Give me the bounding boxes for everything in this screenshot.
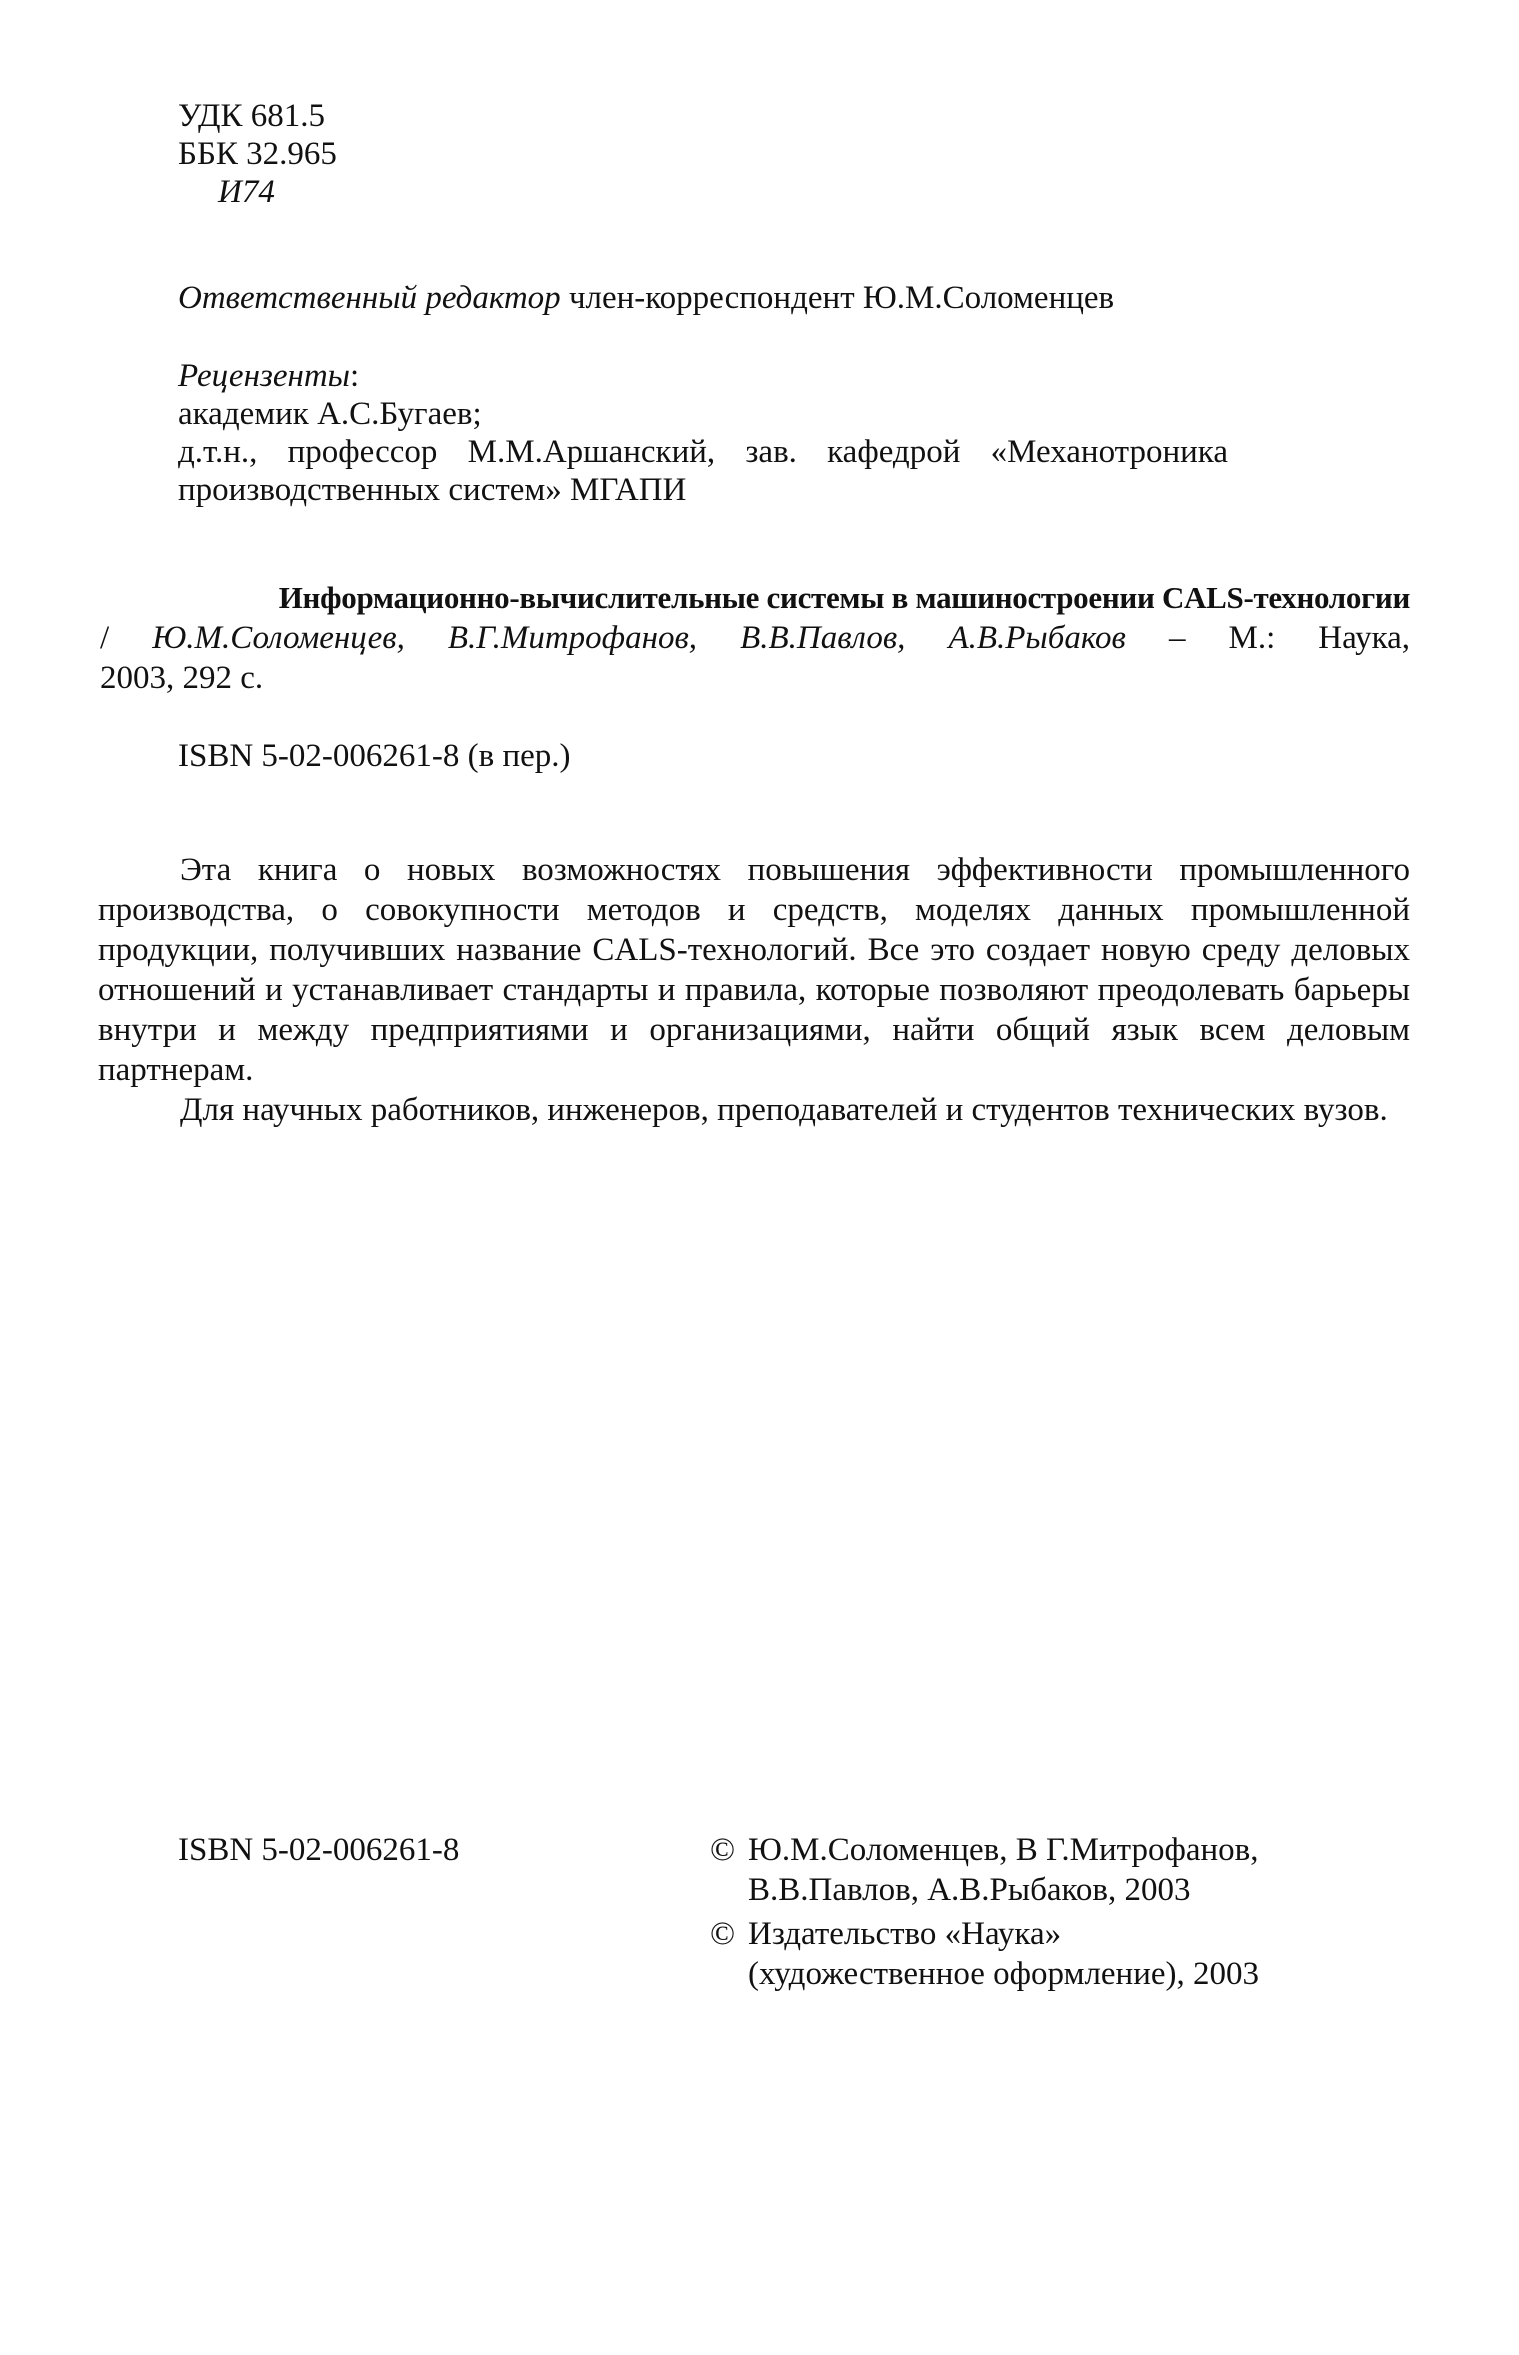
reviewers-heading: Рецензенты:	[178, 358, 360, 394]
udk-code: УДК 681.5	[178, 98, 326, 134]
reviewer-1: академик А.С.Бугаев;	[178, 396, 482, 432]
reference-slash: /	[100, 620, 110, 656]
reference-year-pages: 2003, 292 с.	[100, 660, 264, 696]
editor-text: член-корреспондент Ю.М.Соломенцев	[568, 280, 1115, 316]
reviewer-2-continued: производственных систем» МГАПИ	[178, 472, 687, 508]
reviewer-2: д.т.н., профессор М.М.Аршанский, зав. кафедрой «Механотроника	[178, 434, 1228, 470]
isbn-bottom: ISBN 5-02-006261-8	[178, 1832, 460, 1868]
reference-authors-line	[100, 618, 1410, 658]
annotation-paragraph-1: Эта книга о новых возможностях повышения эффективности промышленного производства, о совокупности методов и средств, моделях данных промышленной продукции, получивших название CALS-технологий. Все это создает новую среду деловых отношений и устанавливает стандарты и правила, которые позволяют преодолевать барьеры внутри и между предприятиями и организациями, найти общий язык всем деловым партнерам.	[98, 852, 1410, 1088]
isbn-top: ISBN 5-02-006261-8 (в пер.)	[178, 738, 571, 774]
copyright-publisher-line-1: Издательство «Наука»	[748, 1916, 1062, 1952]
book-title: Информационно-вычислительные системы в машиностроении CALS-технологии	[278, 580, 1410, 615]
reference-authors: Ю.М.Соломенцев, В.Г.Митрофанов, В.В.Павлов, А.В.Рыбаков	[152, 620, 1126, 656]
copyright-icon: ©	[710, 1916, 736, 1952]
responsible-editor	[178, 278, 1114, 318]
bbk-code: ББК 32.965	[178, 136, 337, 172]
copyright-publisher-line-2: (художественное оформление), 2003	[748, 1956, 1260, 1992]
copyright-authors	[710, 1830, 1410, 1910]
copyright-publisher	[710, 1914, 1410, 1994]
copyright-authors-line-1: Ю.М.Соломенцев, В Г.Митрофанов,	[748, 1832, 1259, 1868]
reviewers-label: Рецензенты	[178, 358, 351, 394]
bibliographic-reference	[100, 578, 1410, 698]
author-sign: И74	[218, 174, 275, 210]
copyright-authors-line-2: В.В.Павлов, А.В.Рыбаков, 2003	[748, 1872, 1191, 1908]
editor-label: Ответственный редактор	[178, 280, 561, 316]
annotation	[98, 850, 1410, 1130]
copyright-icon: ©	[710, 1832, 736, 1868]
annotation-paragraph-2: Для научных работников, инженеров, преподавателей и студентов технических вузов.	[180, 1092, 1388, 1128]
reference-publisher: – М.: Наука,	[1168, 620, 1411, 656]
